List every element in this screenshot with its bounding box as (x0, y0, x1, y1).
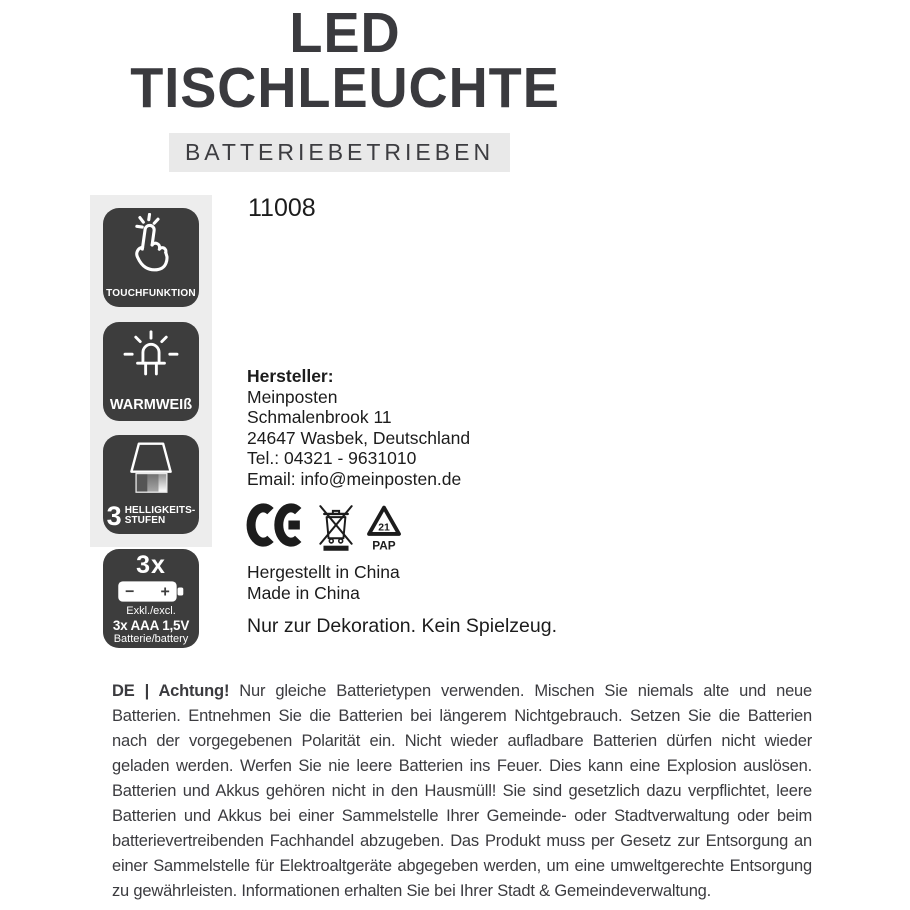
brightness-label-line1: HELLIGKEITS- (124, 504, 196, 516)
page-title (17, 1, 673, 120)
product-number: 11008 (248, 194, 316, 222)
manufacturer-line: 24647 Wasbek, Deutschland (247, 427, 471, 448)
recycling-code: 21 (378, 522, 390, 534)
feature-badge-warmwhite (103, 322, 199, 421)
origin-line-en: Made in China (247, 583, 360, 603)
title-line-1: LED (289, 1, 401, 65)
manufacturer-line: Meinposten (247, 386, 338, 407)
recycling-pap-icon (364, 502, 404, 555)
feature-badge-brightness (103, 435, 199, 534)
lamp-brightness-icon (121, 439, 181, 495)
feature-badge-touch (103, 208, 199, 307)
manufacturer-block (247, 366, 470, 490)
touch-label: TOUCHFUNKTION (106, 288, 196, 299)
brightness-label-line2: STUFEN (124, 515, 166, 526)
compliance-symbols (246, 502, 404, 555)
touch-icon (123, 213, 179, 273)
brightness-count: 3 (106, 501, 122, 531)
manufacturer-line: Email: info@meinposten.de (247, 468, 462, 489)
battery-excl-note: Exkl./excl. (126, 605, 176, 617)
battery-label: Batterie/battery (113, 633, 189, 645)
manufacturer-line: Tel.: 04321 - 9631010 (247, 448, 417, 469)
warmwhite-label: WARMWEIß (109, 397, 193, 413)
weee-bin-icon (318, 502, 354, 551)
battery-spec: 3x AAA 1,5V (112, 617, 190, 633)
recycling-material-label: PAP (372, 538, 396, 553)
battery-plus: + (160, 583, 170, 601)
origin-block (247, 562, 400, 604)
battery-minus: − (125, 583, 135, 601)
subtitle-text: BATTERIEBETRIEBEN (184, 139, 495, 165)
subtitle-badge (169, 133, 510, 172)
warning-body: Nur gleiche Batterietypen verwenden. Mischen Sie niemals alte und neue Batterien. Entnehmen Sie die Batterien bei längerem Nichtgebrauch. Setzen Sie die Batterien nach der vorgegebenen Polarität ein. Nicht wieder aufladbare Batterien dürfen nicht wieder geladen werden. Werfen Sie nie leere Batterien ins Feuer. Dies kann eine Explosion auslösen. Batterien und Akkus gehören nicht in den Hausmüll! Sie sind gesetzlich dazu verpflichtet, leere Batterien und Akkus bei einer Sammelstelle Ihrer Gemeinde- oder Stadtverwaltung oder beim batterievertreibenden Fachhandel abzugeben. Das Produkt muss per Gesetz zur Entsorgung an einer Sammelstelle für Elektroaltgeräte abgegeben werden, um eine umweltgerechte Entsorgung zu gewährleisten. Informationen erhalten Sie bei Ihrer Stadt & Gemeindeverwaltung. (112, 682, 812, 900)
warm-white-led-icon (122, 330, 180, 382)
warning-paragraph (112, 679, 812, 904)
battery-count: 3x (136, 551, 166, 579)
ce-mark-icon (246, 502, 308, 548)
manufacturer-line: Schmalenbrook 11 (247, 407, 392, 428)
decoration-notice: Nur zur Dekoration. Kein Spielzeug. (247, 615, 557, 637)
manufacturer-heading: Hersteller: (247, 366, 334, 386)
battery-icon (117, 580, 185, 603)
origin-line-de: Hergestellt in China (247, 562, 400, 582)
title-line-2: TISCHLEUCHTE (130, 56, 560, 120)
warning-prefix: DE | Achtung! (112, 682, 230, 700)
feature-badge-battery (103, 549, 199, 648)
brightness-caption (106, 501, 196, 534)
